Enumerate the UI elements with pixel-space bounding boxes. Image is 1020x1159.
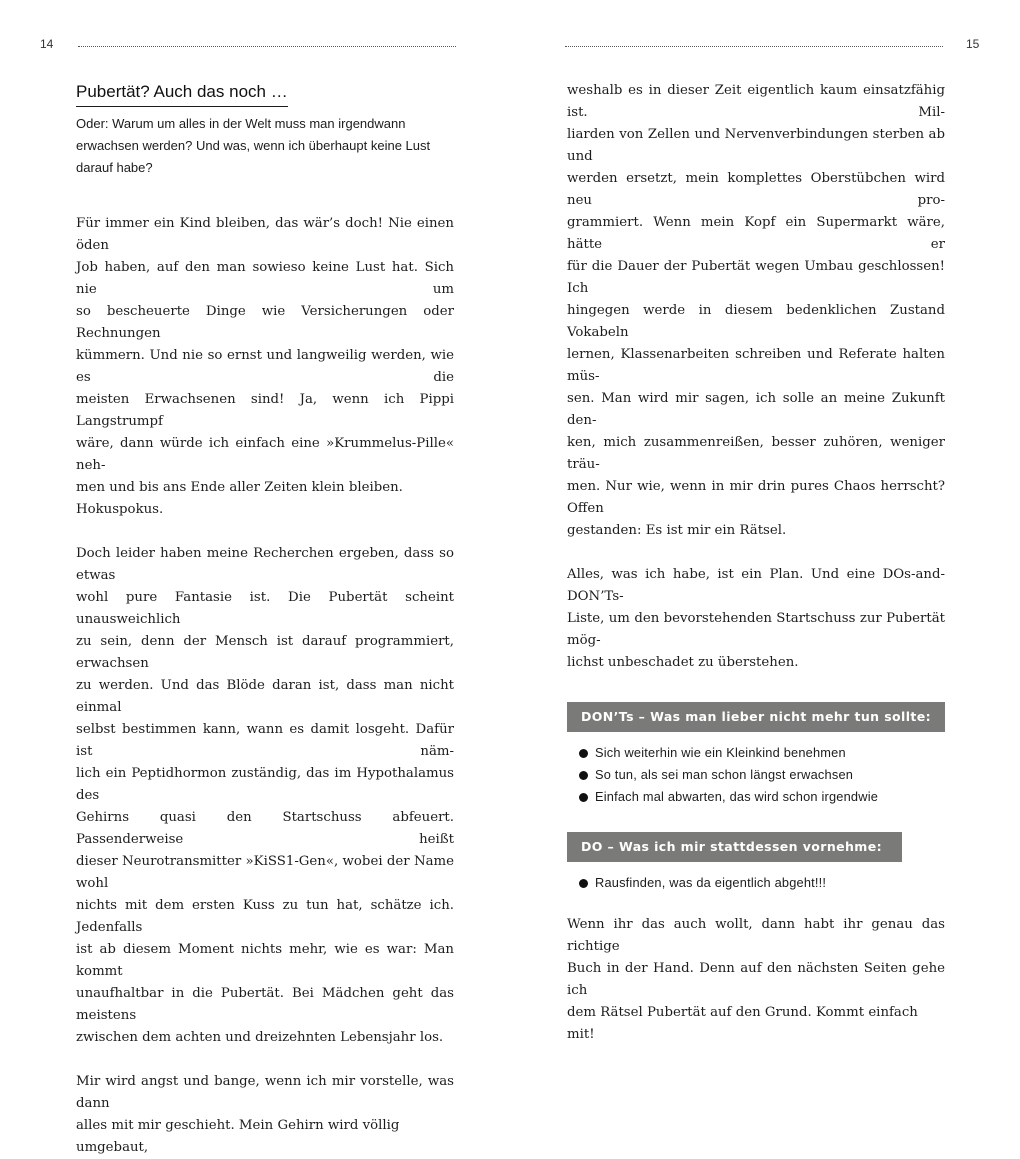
subtitle-line: Oder: Warum um alles in der Welt muss man irgendwann xyxy=(76,116,406,131)
list-item xyxy=(567,764,945,786)
list-item-text: So tun, als sei man schon längst erwachsen xyxy=(595,767,854,782)
text-line: lichst unbeschadet zu überstehen. xyxy=(567,655,799,670)
text-line: men und bis ans Ende aller Zeiten klein bleiben. Hokuspokus. xyxy=(76,480,403,517)
text-line: Wenn ihr das auch wollt, dann habt ihr genau das richtige xyxy=(567,917,945,954)
text-line: kümmern. Und nie so ernst und langweilig werden, wie es die xyxy=(76,348,454,385)
text-line: selbst bestimmen kann, wann es damit losgeht. Dafür ist näm- xyxy=(76,722,454,759)
do-header: DO – Was ich mir stattdessen vornehme: xyxy=(567,832,902,862)
text-line: zu sein, denn der Mensch ist darauf programmiert, erwachsen xyxy=(76,634,454,671)
do-list xyxy=(567,872,945,894)
chapter-subtitle xyxy=(76,113,454,179)
text-line: Doch leider haben meine Recherchen ergeben, dass so etwas xyxy=(76,546,454,583)
text-line: Buch in der Hand. Denn auf den nächsten Seiten gehe ich xyxy=(567,961,945,998)
page-number-right: 15 xyxy=(966,37,980,51)
text-line: zu werden. Und das Blöde daran ist, dass man nicht einmal xyxy=(76,678,454,715)
right-page xyxy=(567,80,945,1046)
bullet-icon xyxy=(579,771,588,780)
text-line: nichts mit dem ersten Kuss zu tun hat, schätze ich. Jedenfalls xyxy=(76,898,454,935)
text-line: gestanden: Es ist mir ein Rätsel. xyxy=(567,523,787,538)
text-line: dieser Neurotransmitter »KiSS1-Gen«, wobei der Name wohl xyxy=(76,854,454,891)
chapter-title: Pubertät? Auch das noch … xyxy=(76,80,288,107)
text-line: lich ein Peptidhormon zuständig, das im Hypothalamus des xyxy=(76,766,454,803)
paragraph-brain xyxy=(567,80,945,542)
text-line: dem Rätsel Pubertät auf den Grund. Kommt einfach mit! xyxy=(567,1005,918,1042)
paragraph-intro xyxy=(76,213,454,521)
list-item xyxy=(567,742,945,764)
text-line: grammiert. Wenn mein Kopf ein Supermarkt wäre, hätte er xyxy=(567,215,945,252)
list-item-text: Sich weiterhin wie ein Kleinkind benehmen xyxy=(595,745,846,760)
text-line: wäre, dann würde ich einfach eine »Krummelus-Pille« neh- xyxy=(76,436,454,473)
text-line: Liste, um den bevorstehenden Startschuss zur Pubertät mög- xyxy=(567,611,945,648)
text-line: alles mit mir geschieht. Mein Gehirn wird völlig umgebaut, xyxy=(76,1118,400,1155)
header-dotted-rule-right xyxy=(565,46,943,47)
list-item-text: Rausfinden, was da eigentlich abgeht!!! xyxy=(595,875,827,890)
text-line: Mir wird angst und bange, wenn ich mir vorstelle, was dann xyxy=(76,1074,454,1111)
list-item-text: Einfach mal abwarten, das wird schon irgendwie xyxy=(595,789,879,804)
text-line: unaufhaltbar in die Pubertät. Bei Mädchen geht das meistens xyxy=(76,986,454,1023)
bullet-icon xyxy=(579,793,588,802)
text-line: ist ab diesem Moment nichts mehr, wie es war: Man kommt xyxy=(76,942,454,979)
header-dotted-rule-left xyxy=(78,46,456,47)
donts-list xyxy=(567,742,945,808)
text-line: ken, mich zusammenreißen, besser zuhören, weniger träu- xyxy=(567,435,945,472)
paragraph-fear xyxy=(76,1071,454,1159)
paragraph-research xyxy=(76,543,454,1049)
subtitle-line: darauf habe? xyxy=(76,160,153,175)
paragraph-closing xyxy=(567,914,945,1046)
bullet-icon xyxy=(579,879,588,888)
text-line: Gehirns quasi den Startschuss abfeuert. Passenderweise heißt xyxy=(76,810,454,847)
left-page xyxy=(76,80,454,1159)
text-line: weshalb es in dieser Zeit eigentlich kaum einsatzfähig ist. Mil- xyxy=(567,83,945,120)
paragraph-plan xyxy=(567,564,945,674)
text-line: Job haben, auf den man sowieso keine Lust hat. Sich nie um xyxy=(76,260,454,297)
text-line: werden ersetzt, mein komplettes Oberstübchen wird neu pro- xyxy=(567,171,945,208)
text-line: für die Dauer der Pubertät wegen Umbau geschlossen! Ich xyxy=(567,259,945,296)
text-line: Alles, was ich habe, ist ein Plan. Und eine DOs-and-DON’Ts- xyxy=(567,567,945,604)
text-line: wohl pure Fantasie ist. Die Pubertät scheint unausweichlich xyxy=(76,590,454,627)
list-item xyxy=(567,872,945,894)
text-line: zwischen dem achten und dreizehnten Lebensjahr los. xyxy=(76,1030,444,1045)
page-number-left: 14 xyxy=(40,37,54,51)
text-line: Für immer ein Kind bleiben, das wär’s doch! Nie einen öden xyxy=(76,216,454,253)
text-line: so bescheuerte Dinge wie Versicherungen oder Rechnungen xyxy=(76,304,454,341)
text-line: liarden von Zellen und Nervenverbindungen sterben ab und xyxy=(567,127,945,164)
text-line: men. Nur wie, wenn in mir drin pures Chaos herrscht? Offen xyxy=(567,479,945,516)
text-line: sen. Man wird mir sagen, ich solle an meine Zukunft den- xyxy=(567,391,945,428)
subtitle-line: erwachsen werden? Und was, wenn ich überhaupt keine Lust xyxy=(76,138,431,153)
text-line: lernen, Klassenarbeiten schreiben und Referate halten müs- xyxy=(567,347,945,384)
text-line: hingegen werde in diesem bedenklichen Zustand Vokabeln xyxy=(567,303,945,340)
bullet-icon xyxy=(579,749,588,758)
list-item xyxy=(567,786,945,808)
donts-header: DON’Ts – Was man lieber nicht mehr tun sollte: xyxy=(567,702,945,732)
text-line: meisten Erwachsenen sind! Ja, wenn ich Pippi Langstrumpf xyxy=(76,392,454,429)
